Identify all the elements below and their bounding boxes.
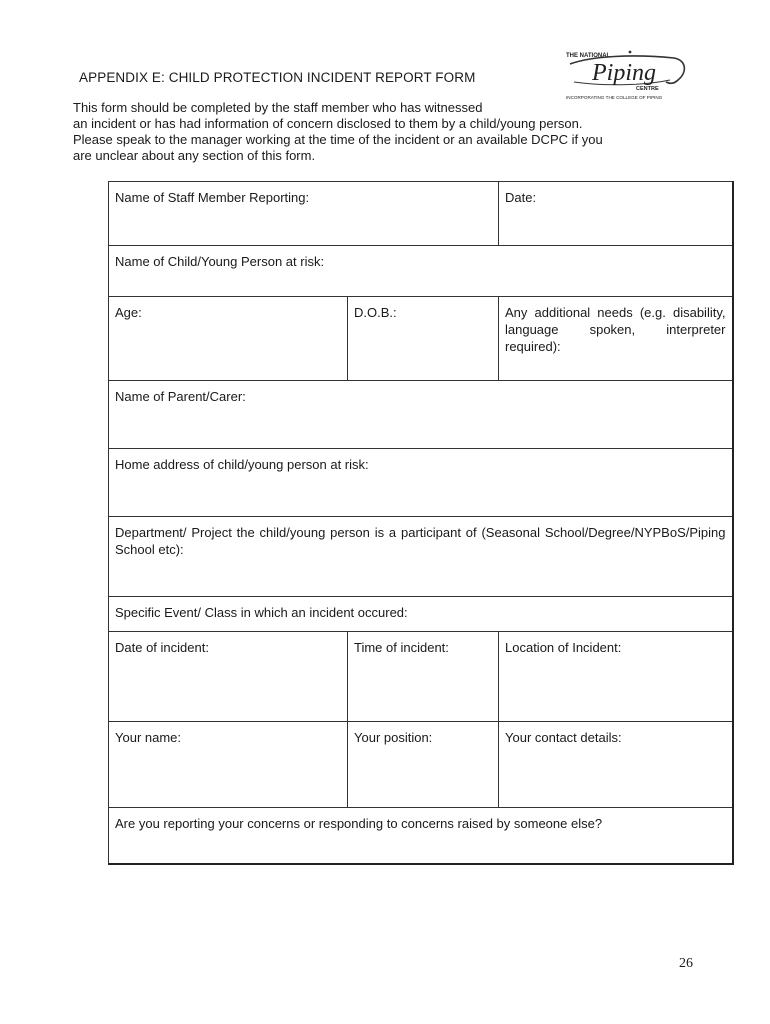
intro-text: [73, 100, 713, 164]
home-address-field[interactable]: Home address of child/young person at risk:: [109, 449, 733, 517]
logo-main-text: Piping: [592, 60, 656, 86]
staff-member-field[interactable]: Name of Staff Member Reporting:: [109, 182, 499, 246]
page-number: 26: [679, 956, 693, 971]
incident-report-form: [108, 181, 734, 865]
intro-line: This form should be completed by the staff member who has witnessed: [73, 100, 483, 115]
your-position-field[interactable]: Your position:: [348, 722, 499, 808]
piping-centre-logo: [562, 46, 692, 102]
intro-line: are unclear about any section of this form.: [73, 148, 316, 163]
your-name-field[interactable]: Your name:: [109, 722, 348, 808]
time-of-incident-field[interactable]: Time of incident:: [348, 632, 499, 722]
dob-field[interactable]: D.O.B.:: [348, 297, 499, 381]
logo-dot: [629, 51, 632, 54]
date-of-incident-field[interactable]: Date of incident:: [109, 632, 348, 722]
child-name-field[interactable]: Name of Child/Young Person at risk:: [109, 246, 733, 297]
reporting-question-field[interactable]: Are you reporting your concerns or responding to concerns raised by someone else?: [109, 808, 733, 864]
your-contact-field[interactable]: Your contact details:: [499, 722, 733, 808]
intro-line: Please speak to the manager working at the time of the incident or an available DCPC if you: [73, 132, 603, 147]
additional-needs-field[interactable]: Any additional needs (e.g. disability, language spoken, interpreter required):: [499, 297, 733, 381]
date-field[interactable]: Date:: [499, 182, 733, 246]
parent-carer-field[interactable]: Name of Parent/Carer:: [109, 381, 733, 449]
logo-top-text: THE NATIONAL: [566, 53, 611, 59]
logo-tagline: INCORPORATING THE COLLEGE OF PIPING: [566, 95, 663, 100]
location-of-incident-field[interactable]: Location of Incident:: [499, 632, 733, 722]
age-field[interactable]: Age:: [109, 297, 348, 381]
intro-line: an incident or has had information of concern disclosed to them by a child/young person.: [73, 116, 583, 131]
page-title: APPENDIX E: CHILD PROTECTION INCIDENT REPORT FORM: [79, 70, 476, 85]
logo-sub-text: CENTRE: [636, 86, 659, 92]
specific-event-field[interactable]: Specific Event/ Class in which an incident occured:: [109, 597, 733, 632]
department-field[interactable]: Department/ Project the child/young person is a participant of (Seasonal School/Degree/NYPBoS/Piping School etc):: [109, 517, 733, 597]
